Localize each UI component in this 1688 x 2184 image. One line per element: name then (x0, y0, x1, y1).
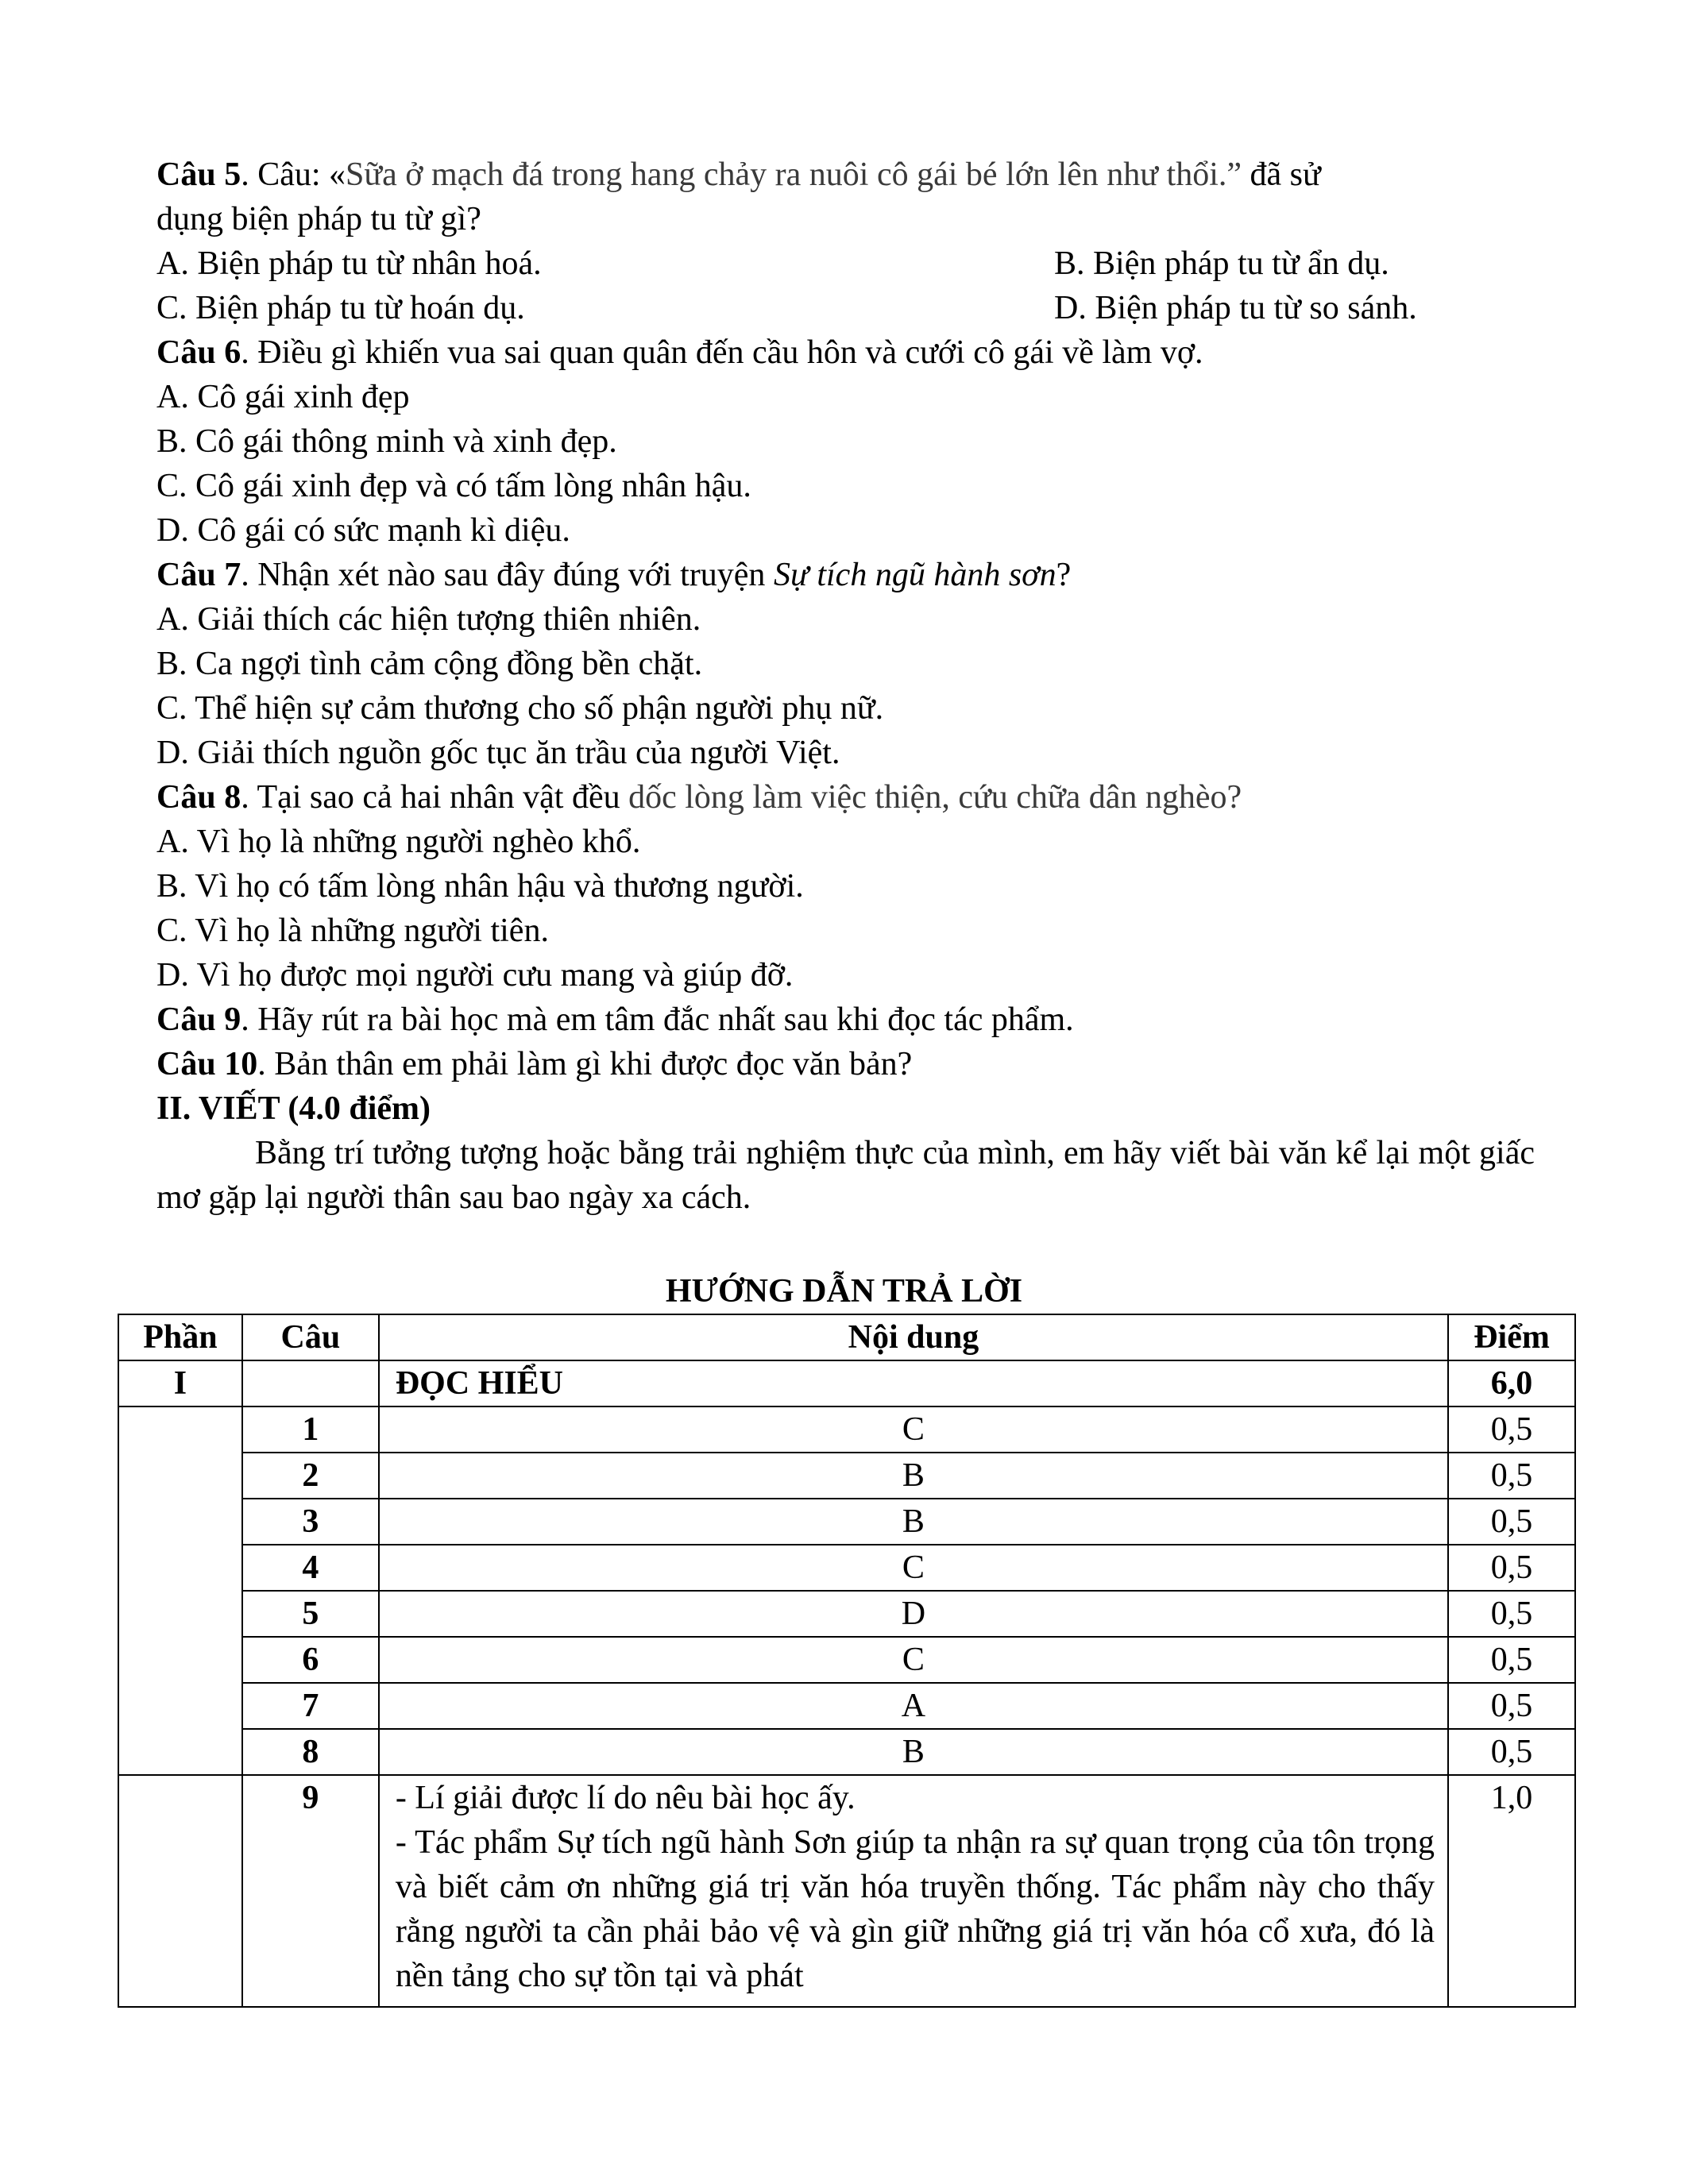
option-d: D. Vì họ được mọi người cưu mang và giúp đỡ. (156, 957, 794, 994)
option-c: C. Vì họ là những người tiên. (156, 913, 549, 949)
row-question: 4 (242, 1545, 379, 1591)
question-text: . Tại sao cả hai nhân vật đều (241, 779, 629, 816)
header-question: Câu (242, 1314, 379, 1360)
question-label: Câu 10 (156, 1046, 258, 1082)
row-question: 9 (242, 1775, 379, 2007)
table-row (118, 1591, 1575, 1637)
row-question: 5 (242, 1591, 379, 1637)
row-answer: B (379, 1453, 1448, 1499)
empty-cell (242, 1360, 379, 1406)
answer-key-title: HƯỚNG DẪN TRẢ LỜI (665, 1273, 1023, 1310)
row-question: 7 (242, 1683, 379, 1729)
option-b: B. Vì họ có tấm lòng nhân hậu và thương người. (156, 868, 804, 905)
question-quote: Sữa ở mạch đá trong hang chảy ra nuôi cô gái bé lớn lên như thổi.” (346, 156, 1242, 193)
option-a: A. Biện pháp tu từ nhân hoá. (156, 245, 542, 282)
question-text: đã sử (1242, 156, 1321, 193)
option-d: D. Giải thích nguồn gốc tục ăn trầu của người Việt. (156, 735, 840, 771)
row-points: 0,5 (1448, 1637, 1575, 1683)
header-part: Phần (118, 1314, 242, 1360)
row-answer-essay (379, 1775, 1448, 2007)
table-row (118, 1683, 1575, 1729)
options-row (156, 241, 1535, 286)
row-answer: A (379, 1683, 1448, 1729)
option-b: B. Biện pháp tu từ ẩn dụ. (1054, 245, 1389, 282)
essay-line-1: - Lí giải được lí do nêu bài học ấy. (395, 1780, 856, 1816)
writing-prompt: Bằng trí tưởng tượng hoặc bằng trải nghiệm thực của mình, em hãy viết bài văn kể lại một giấc mơ gặp lại người thân sau bao ngày xa cách. (156, 1135, 1535, 1216)
option-c: C. Thể hiện sự cảm thương cho số phận người phụ nữ. (156, 690, 884, 727)
option-b: B. Cô gái thông minh và xinh đẹp. (156, 423, 617, 460)
question-8 (156, 775, 1535, 820)
option-d: D. Cô gái có sức mạnh kì diệu. (156, 512, 570, 549)
row-points: 0,5 (1448, 1499, 1575, 1545)
question-7 (156, 553, 1535, 597)
table-row (118, 1499, 1575, 1545)
exam-body (156, 152, 1535, 1220)
row-answer: D (379, 1591, 1448, 1637)
question-10 (156, 1042, 1535, 1086)
row-points: 1,0 (1448, 1775, 1575, 2007)
row-points: 0,5 (1448, 1683, 1575, 1729)
section-title: ĐỌC HIỂU (379, 1360, 1448, 1406)
table-row (118, 1729, 1575, 1775)
row-points: 0,5 (1448, 1453, 1575, 1499)
option-c: C. Cô gái xinh đẹp và có tấm lòng nhân hậu. (156, 468, 751, 504)
question-text: . Điều gì khiến vua sai quan quân đến cầu hôn và cưới cô gái về làm vợ. (241, 334, 1203, 371)
question-text: . Câu: « (241, 156, 346, 193)
option-b: B. Ca ngợi tình cảm cộng đồng bền chặt. (156, 646, 703, 682)
question-6 (156, 330, 1535, 375)
question-9 (156, 997, 1535, 1042)
row-points: 0,5 (1448, 1729, 1575, 1775)
question-label: Câu 9 (156, 1001, 241, 1038)
row-question: 2 (242, 1453, 379, 1499)
table-row (118, 1545, 1575, 1591)
option-a: A. Cô gái xinh đẹp (156, 379, 410, 415)
header-points: Điểm (1448, 1314, 1575, 1360)
question-label: Câu 7 (156, 557, 241, 593)
question-text: . Bản thân em phải làm gì khi được đọc văn bản? (257, 1046, 913, 1082)
row-question: 8 (242, 1729, 379, 1775)
row-points: 0,5 (1448, 1406, 1575, 1453)
answer-key-table (118, 1314, 1576, 2008)
story-title: Sự tích ngũ hành sơn (773, 557, 1056, 593)
header-content: Nội dung (379, 1314, 1448, 1360)
merged-part-cell (118, 1406, 242, 1775)
row-answer: B (379, 1729, 1448, 1775)
question-5 (156, 152, 1535, 197)
section-part: I (118, 1360, 242, 1406)
question-label: Câu 5 (156, 156, 241, 193)
option-c: C. Biện pháp tu từ hoán dụ. (156, 290, 525, 326)
row-answer: B (379, 1499, 1448, 1545)
section-points: 6,0 (1448, 1360, 1575, 1406)
question-text: . Hãy rút ra bài học mà em tâm đắc nhất sau khi đọc tác phẩm. (241, 1001, 1074, 1038)
option-a: A. Giải thích các hiện tượng thiên nhiên. (156, 601, 701, 638)
table-row (118, 1637, 1575, 1683)
section-row (118, 1360, 1575, 1406)
option-d: D. Biện pháp tu từ so sánh. (1054, 290, 1417, 326)
question-text: ? (1056, 557, 1072, 593)
row-question: 6 (242, 1637, 379, 1683)
question-label: Câu 6 (156, 334, 241, 371)
question-label: Câu 8 (156, 779, 241, 816)
row-question: 1 (242, 1406, 379, 1453)
essay-paragraph: - Tác phẩm Sự tích ngũ hành Sơn giúp ta nhận ra sự quan trọng của tôn trọng và biết cảm ơn những giá trị văn hóa truyền thống. Tác phẩm này cho thấy rằng người ta cần phải bảo vệ và gìn giữ những giá trị văn hóa cổ xưa, đó là nền tảng cho sự tồn tại và phát (395, 1824, 1435, 1994)
row-answer: C (379, 1545, 1448, 1591)
options-row (156, 286, 1535, 330)
question-text: . Nhận xét nào sau đây đúng với truyện (241, 557, 774, 593)
row-question: 3 (242, 1499, 379, 1545)
question-text-line: dụng biện pháp tu từ gì? (156, 201, 481, 237)
row-answer: C (379, 1637, 1448, 1683)
table-header-row (118, 1314, 1575, 1360)
row-answer: C (379, 1406, 1448, 1453)
question-text-gray: dốc lòng làm việc thiện, cứu chữa dân nghèo? (628, 779, 1242, 816)
empty-part-cell (118, 1775, 242, 2007)
row-points: 0,5 (1448, 1545, 1575, 1591)
writing-heading: II. VIẾT (4.0 điểm) (156, 1090, 431, 1127)
table-row (118, 1775, 1575, 2007)
row-points: 0,5 (1448, 1591, 1575, 1637)
table-row (118, 1453, 1575, 1499)
table-row (118, 1406, 1575, 1453)
option-a: A. Vì họ là những người nghèo khổ. (156, 824, 641, 860)
